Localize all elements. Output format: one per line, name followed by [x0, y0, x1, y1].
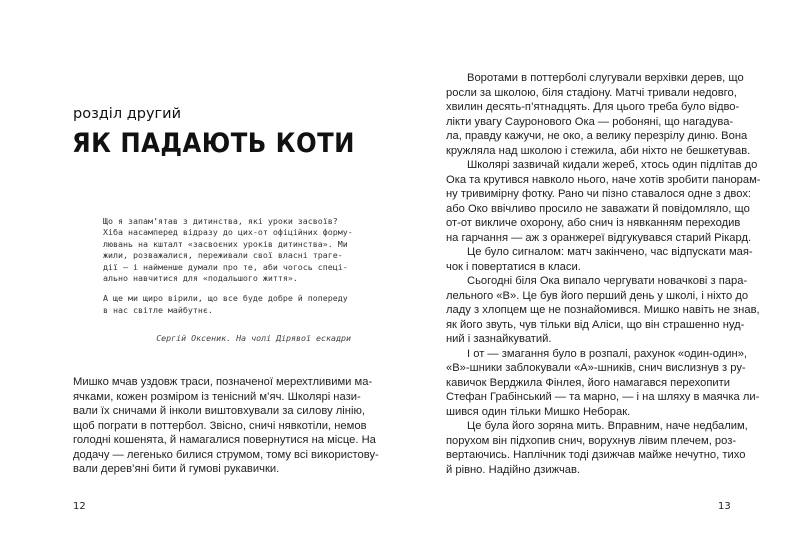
body-line: лельного «В». Це був його перший день у школі, і ніхто до — [446, 289, 749, 302]
page-number: 13 — [718, 501, 731, 512]
body-line: от-от викличе охорону, або снич із нявканням переходив — [446, 217, 741, 229]
body-line: Це було сигналом: матч закінчено, час відпускати мая- — [467, 246, 753, 258]
body-line: ну тривимірну фотку. Рано чи пізно ставалося одне з двох: — [446, 188, 752, 200]
body-line: Воротами в поттерболі слугували верхівки дерев, що — [467, 72, 744, 84]
body-line: щоб пограти в поттербол. Звісно, сничі нявкотіли, немов — [73, 419, 367, 432]
right-page — [400, 0, 800, 559]
chapter-label: розділ другий — [73, 106, 181, 122]
body-line: Сьогодні біля Ока випало чергувати новачкові з пара- — [467, 275, 748, 287]
body-line: голодні кошенята, й намагалися повернутися на місце. На — [73, 434, 376, 446]
body-line: ячками, кожен розміром із тенісний м’яч. Школярі нази- — [73, 390, 361, 403]
epigraph-line: Хіба насамперед відразу до цих-от офіційних форму- — [103, 227, 353, 238]
epigraph-line: в нас світле майбутнє. — [103, 304, 213, 315]
body-line: порухом він підхопив снич, ворухнув лівим плечем, роз- — [446, 434, 737, 447]
epigraph-line: А ще ми щиро вірили, що все буде добре й попереду — [103, 293, 348, 304]
body-line: як його звуть, чув тільки від Аліси, що він страшенно нуд- — [446, 318, 745, 331]
paragraph-spacer — [103, 284, 357, 293]
body-line: на гарчання — аж з оранжереї відгукувався старий Рікард. — [446, 231, 752, 244]
body-text — [446, 71, 761, 477]
body-line: Мишко мчав уздовж траси, позначеної мерехтливими ма- — [73, 376, 373, 388]
body-line: й рівно. Надійно дзижчав. — [446, 463, 581, 476]
page-number: 12 — [73, 501, 86, 512]
body-line: кавичок Верджила Фінлея, його намагався перехопити — [446, 376, 731, 389]
body-line: І от — змагання було в розпалі, рахунок «один-один», — [467, 347, 748, 360]
body-line: «В»-шники заблокували «А»-шників, снич вислизнув з ру- — [446, 362, 746, 374]
epigraph-line: ально навчитися для «подальшого життя». — [103, 272, 298, 283]
epigraph-line: жили, розважалися, переживали свої власні траге- — [103, 250, 343, 261]
body-line: вертаючись. Наплічник тоді дзижчав майже нечутно, тихо — [446, 449, 746, 461]
body-line: вали дерев’яні бити й гумові рукавички. — [73, 463, 280, 475]
epigraph — [103, 216, 357, 316]
body-line: росли за школою, біля стадіону. Матчі тривали недовго, — [446, 86, 737, 99]
body-line: шився один тільки Мишко Неборак. — [446, 405, 631, 418]
body-line: чок і повертатися в класи. — [446, 260, 581, 273]
body-line: Стефан Грабінський — та марно, — і на шляху в маячка ли- — [446, 391, 760, 403]
epigraph-line: лювань на кшталт «засвоєних уроків дитинства». Ми — [103, 238, 348, 249]
body-line: ла, правду кажучи, не око, а велику перезрілу диню. Вона — [446, 130, 748, 142]
body-line: Школярі зазвичай кидали жереб, хтось один підлітав до — [467, 159, 758, 171]
body-line: ладу з хлопцем ще не познайомився. Мишко навіть не знав, — [446, 304, 760, 316]
body-text — [73, 375, 379, 477]
body-line: вали їх сничами й інколи виштовхували за силову лінію, — [73, 405, 365, 417]
epigraph-line: дії — і найменше думали про те, аби чогось спеці- — [103, 261, 348, 272]
body-line: лікти увагу Сауронового Ока — робоняні, що нагадува- — [446, 115, 734, 128]
body-line: або Око ввічливо просило не заважати й повідомляло, що — [446, 202, 750, 215]
epigraph-attribution: Сергій Оксеник. На чолі Дірявої ескадри — [156, 333, 351, 343]
chapter-title: ЯК ПАДАЮТЬ КОТИ — [72, 128, 355, 159]
body-line: додачу — легенько билися струмом, тому всі використову- — [73, 448, 379, 461]
epigraph-line: Що я запам’ятав з дитинства, які уроки засвоїв? — [103, 216, 338, 226]
body-line: ний і зазнайкуватий. — [446, 333, 552, 345]
body-line: кружляла над школою і стежила, аби ніхто не бешкетував. — [446, 144, 751, 157]
body-line: Це була його зоряна мить. Вправним, наче недбалим, — [467, 420, 748, 432]
body-line: Ока та крутився навколо нього, наче хотів зробити панорам- — [446, 173, 761, 186]
body-line: хвилин десять-п’ятнадцять. Для цього треба було відво- — [446, 101, 740, 113]
